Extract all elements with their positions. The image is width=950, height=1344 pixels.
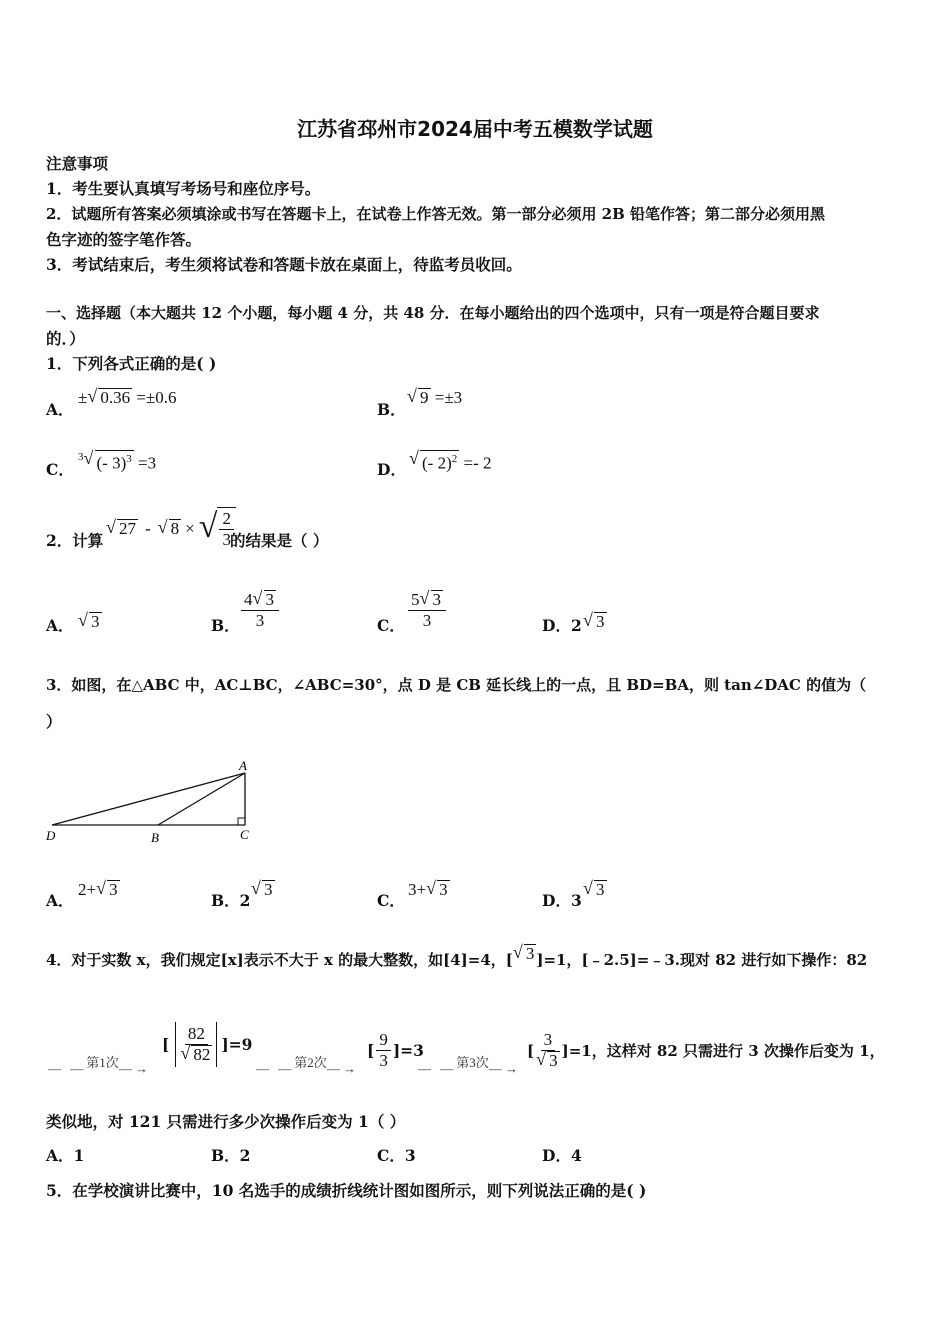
- notice-item: 3．考试结束后，考生须将试卷和答题卡放在桌面上，待监考员收回。: [46, 255, 522, 274]
- plus-minus: ±: [78, 388, 88, 407]
- sqrt: [409, 450, 459, 474]
- fraction: [180, 1024, 212, 1065]
- sqrt: [253, 590, 277, 610]
- radicand: 3: [525, 944, 535, 963]
- label-d: D: [46, 828, 56, 843]
- option-label: A．: [46, 400, 74, 419]
- right-angle-mark: [238, 818, 245, 825]
- q4-expr-1: [162, 1022, 252, 1067]
- option-label: D．3: [542, 891, 582, 910]
- radicand: 3: [439, 880, 448, 899]
- rhs: =±3: [434, 388, 463, 407]
- radicand: 3: [265, 590, 274, 609]
- denominator: 3: [222, 530, 231, 549]
- q2-option-a-formula: [78, 612, 102, 632]
- fraction: [536, 1030, 560, 1071]
- radicand: 3: [596, 612, 605, 631]
- numerator: 9: [376, 1030, 391, 1051]
- q2-option-c: [377, 614, 405, 636]
- radicand: 3: [596, 880, 605, 899]
- option-label: A．: [46, 616, 74, 635]
- sqrt: [106, 519, 138, 539]
- result: ]=9: [221, 1035, 253, 1054]
- question-3-stem: 3．如图，在△ABC 中，AC⊥BC，∠ABC=30°，点 D 是 CB 延长线上的一点，且 BD=BA，则 tan∠DAC 的值为（: [46, 676, 867, 694]
- sqrt: [583, 612, 607, 632]
- option-label: B．: [377, 400, 406, 419]
- radicand: 3: [264, 880, 273, 899]
- denominator: 3: [422, 611, 432, 630]
- q1-option-d: [377, 458, 406, 480]
- radicand: 3: [432, 590, 441, 609]
- q2-option-d: [542, 614, 582, 636]
- option-label: C．: [377, 616, 405, 635]
- arrow-icon: — →: [118, 1061, 149, 1076]
- q4-option-d: D．4: [542, 1146, 582, 1165]
- section-heading: 的．）: [46, 329, 85, 348]
- section-heading: 一、选择题（本大题共 12 个小题，每小题 4 分，共 48 分．在每小题给出的四个选项中，只有一项是符合题目要求: [46, 304, 820, 322]
- numerator: 82: [185, 1024, 208, 1045]
- rhs: =3: [137, 453, 157, 473]
- notice-item: 2．试题所有答案必须填涂或书写在答题卡上，在试卷上作答无效。第一部分必须用 2B 铅笔作答；第二部分必须用黑: [46, 205, 826, 223]
- notice-item: 色字迹的签字笔作答。: [46, 230, 202, 249]
- arrow-icon: — →: [326, 1061, 357, 1076]
- q3-option-a-formula: [78, 880, 120, 900]
- radical-sign: √: [198, 508, 218, 545]
- q1-option-c: [46, 458, 74, 480]
- question-4-stem: [46, 944, 868, 970]
- q2-option-b: [211, 614, 240, 636]
- q3-option-b: [211, 889, 250, 911]
- step-arrow-2: [256, 1055, 357, 1077]
- sqrt: [583, 880, 607, 900]
- option-label: A．: [46, 891, 74, 910]
- stem-part: 4．对于实数 x，我们规定[x]表示不大于 x 的最大整数，如[4]=4，[: [46, 951, 513, 969]
- q1-option-b-formula: [407, 388, 462, 408]
- q3-option-a: [46, 889, 74, 911]
- sqrt: [180, 1045, 212, 1065]
- fraction: [408, 590, 446, 631]
- base: (- 2): [422, 453, 452, 473]
- sqrt: [426, 880, 450, 900]
- result: ]=3: [392, 1041, 424, 1060]
- step-label: 第3次: [456, 1055, 489, 1070]
- rhs: =±0.6: [136, 388, 177, 407]
- q1-option-b: [377, 398, 406, 420]
- step-label: 第2次: [294, 1055, 327, 1070]
- radicand: [420, 450, 459, 472]
- sqrt: [78, 612, 102, 632]
- option-label: B．: [211, 616, 240, 635]
- question-1-stem: 1．下列各式正确的是( ): [46, 354, 217, 373]
- question-2-expression: [106, 507, 236, 551]
- fraction: [376, 1030, 391, 1071]
- rhs: =- 2: [463, 453, 492, 473]
- minus: -: [145, 519, 151, 538]
- sqrt: [158, 519, 182, 539]
- numerator: 3: [541, 1030, 556, 1051]
- bracket: [: [162, 1035, 170, 1054]
- q4-option-a: A．1: [46, 1146, 85, 1165]
- sqrt: [536, 1051, 560, 1071]
- radicand: [95, 450, 134, 472]
- sqrt: [96, 880, 120, 900]
- q1-option-d-formula: [409, 450, 491, 474]
- bracket: [: [367, 1041, 375, 1060]
- step-arrow-1: [48, 1055, 149, 1077]
- question-2-suffix: 的结果是（ ）: [230, 531, 329, 550]
- sqrt: [251, 880, 275, 900]
- label-c: C: [240, 827, 249, 842]
- numerator: 2: [219, 509, 234, 530]
- q3-option-c-formula: [408, 880, 450, 900]
- q4-expr-3: [527, 1030, 885, 1071]
- q2-option-a: [46, 614, 74, 636]
- q2-option-b-formula: [241, 590, 279, 631]
- floor-box: [175, 1022, 217, 1067]
- denominator: 3: [379, 1051, 388, 1070]
- q1-option-c-formula: [78, 450, 156, 474]
- term: 2+: [78, 880, 97, 899]
- q2-option-d-formula: [583, 612, 607, 632]
- fraction: [241, 590, 279, 631]
- arrow-icon: — →: [488, 1061, 519, 1076]
- radicand: 82: [193, 1045, 211, 1064]
- sqrt: [513, 944, 537, 964]
- sqrt: [407, 388, 431, 408]
- numerator: [241, 590, 279, 611]
- notice-heading: 注意事项: [46, 154, 109, 173]
- q1-option-a-formula: [78, 388, 177, 408]
- option-label: D．2: [542, 616, 582, 635]
- radicand: 3: [549, 1051, 558, 1070]
- page-title: 江苏省邳州市2024届中考五模数学试题: [297, 117, 653, 141]
- question-5-stem: 5．在学校演讲比赛中，10 名选手的成绩折线统计图如图所示，则下列说法正确的是( ): [46, 1181, 647, 1200]
- term: 3+: [408, 880, 427, 899]
- q3-option-c: [377, 889, 405, 911]
- step-arrow-3: [418, 1055, 519, 1077]
- label-a: A: [239, 758, 247, 773]
- times: ×: [185, 519, 195, 538]
- dashes: — —: [418, 1061, 457, 1076]
- radicand: 0.36: [100, 388, 131, 407]
- q3-option-d-formula: [583, 880, 607, 900]
- dashes: — —: [256, 1061, 295, 1076]
- option-label: B．2: [211, 891, 251, 910]
- question-3-stem-cont: ）: [46, 712, 62, 731]
- radicand: 3: [109, 880, 118, 899]
- option-label: D．: [377, 460, 406, 479]
- denominator: 3: [255, 611, 265, 630]
- q3-option-d: [542, 889, 582, 911]
- notice-item: 1．考生要认真填写考场号和座位序号。: [46, 179, 321, 198]
- coefficient: 5: [411, 590, 420, 609]
- q4-option-b: B．2: [211, 1146, 251, 1165]
- step-label: 第1次: [86, 1055, 119, 1070]
- segment-da: [52, 773, 245, 825]
- q2-option-c-formula: [408, 590, 446, 631]
- label-b: B: [151, 830, 159, 845]
- question-4-followup: 类似地，对 121 只需进行多少次操作后变为 1（ ）: [46, 1112, 406, 1131]
- radicand: 27: [119, 519, 136, 538]
- exponent: 3: [126, 453, 132, 465]
- exponent: 2: [451, 453, 458, 465]
- option-label: C．: [46, 460, 74, 479]
- result: ]=1，这样对 82 只需进行 3 次操作后变为 1，: [561, 1042, 885, 1060]
- sqrt: [84, 450, 134, 474]
- q4-option-c: C．3: [377, 1146, 416, 1165]
- sqrt: [420, 590, 444, 610]
- stem-part: ]=1，[﹣2.5]=﹣3.现对 82 进行如下操作：82: [536, 951, 868, 969]
- triangle-figure: [40, 755, 270, 850]
- q3-option-b-formula: [251, 880, 275, 900]
- radicand: 3: [91, 612, 100, 631]
- coefficient: 4: [244, 590, 253, 609]
- option-label: C．: [377, 891, 405, 910]
- q4-expr-2: [367, 1030, 424, 1071]
- dashes: — —: [48, 1061, 87, 1076]
- radicand: 9: [420, 388, 429, 407]
- q1-option-a: [46, 398, 74, 420]
- sqrt: [87, 388, 132, 408]
- question-2-prefix: 2．计算: [46, 531, 104, 550]
- root-index: 3: [78, 451, 84, 463]
- radicand: 8: [170, 519, 180, 538]
- numerator: [408, 590, 446, 611]
- bracket: [: [527, 1041, 535, 1060]
- base: (- 3): [96, 453, 127, 473]
- segment-ba: [158, 773, 245, 825]
